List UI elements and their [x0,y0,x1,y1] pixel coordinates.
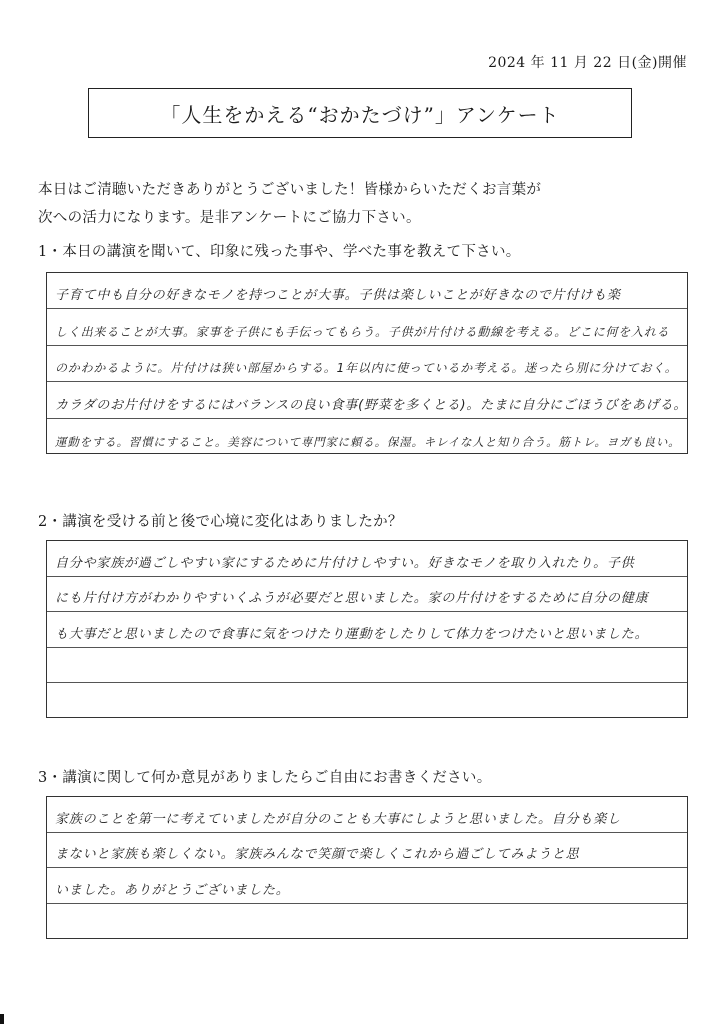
answer-3-line: 家族のことを第一に考えていましたが自分のことも大事にしようと思いました。自分も楽し [47,797,687,833]
answer-1-line: しく出来ることが大事。家事を子供にも手伝ってもらう。子供が片付ける動線を考える。どこに何を入れる [47,309,687,345]
answer-3-line: いました。ありがとうございました。 [47,868,687,904]
survey-title-box [88,88,632,138]
answer-1-line: のかわかるように。片付けは狭い部屋からする。1年以内に使っているか考える。迷ったら別に分けておく。 [47,346,687,382]
answer-box-2[interactable] [46,540,688,718]
intro-line-1: 本日はご清聴いただきありがとうございました！皆様からいただくお言葉が [38,182,542,198]
intro-line-2: 次への活力になります。是非アンケートにご協力下さい。 [38,210,421,226]
answer-3-line [47,904,687,940]
answer-2-line: も大事だと思いましたので食事に気をつけたり運動をしたりして体力をつけたいと思いました。 [47,612,687,648]
question-1: 1・本日の講演を聞いて、印象に残った事や、学べた事を教えて下さい。 [38,244,521,260]
answer-2-line: 自分や家族が過ごしやすい家にするために片付けしやすい。好きなモノを取り入れたり。子供 [47,541,687,577]
answer-1-line: カラダのお片付けをするにはバランスの良い食事(野菜を多くとる)。たまに自分にごほうびをあげる。 [47,382,687,418]
answer-3-line: まないと家族も楽しくない。家族みんなで笑顔で楽しくこれから過ごしてみようと思 [47,833,687,869]
answer-1-line: 運動をする。習慣にすること。美容について専門家に頼る。保湿。キレイな人と知り合う。筋トレ。ヨガも良い。 [55,434,681,449]
question-3: 3・講演に関して何か意見がありましたらご自由にお書きください。 [38,770,492,786]
event-date: 2024 年 11 月 22 日(金)開催 [488,55,687,71]
answer-box-3[interactable] [46,796,688,939]
intro-text [38,176,688,232]
answer-2-line [47,683,687,719]
answer-1-line: 子育て中も自分の好きなモノを持つことが大事。子供は楽しいことが好きなので片付けも楽 [47,273,687,309]
answer-2-line: にも片付け方がわかりやすいくふうが必要だと思いました。家の片付けをするために自分の健康 [47,577,687,613]
answer-2-line [47,648,687,684]
answer-box-1[interactable] [46,272,688,454]
scan-edge-mark [0,1014,4,1024]
survey-title: 「人生をかえる“おかたづけ”」アンケート [160,102,560,127]
question-2: 2・講演を受ける前と後で心境に変化はありましたか？ [38,514,403,530]
